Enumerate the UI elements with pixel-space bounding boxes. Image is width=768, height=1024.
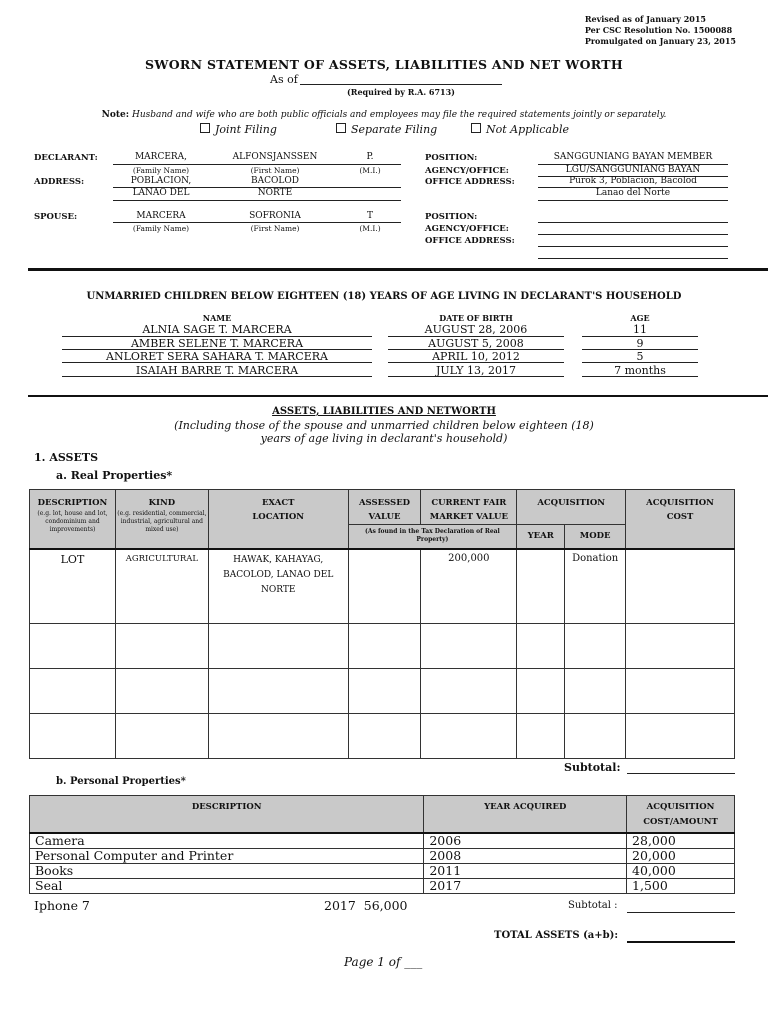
real-subtotal-field[interactable]	[627, 773, 735, 774]
header-text: VALUE	[368, 512, 401, 522]
page-title: SWORN STATEMENT OF ASSETS, LIABILITIES AND NET WORTH	[145, 57, 623, 72]
empty-cell[interactable]	[565, 714, 626, 759]
col-acquisition-cost	[626, 490, 735, 549]
divider	[113, 200, 401, 201]
child-name[interactable]: AMBER SELENE T. MARCERA	[130, 337, 304, 350]
personal-subtotal-field[interactable]	[627, 912, 735, 913]
address-line-3[interactable]: LANAO DEL	[132, 188, 190, 198]
personal-properties-table	[29, 795, 735, 894]
empty-cell[interactable]	[565, 669, 626, 714]
empty-cell[interactable]	[348, 714, 421, 759]
child-name[interactable]: ALNIA SAGE T. MARCERA	[142, 323, 292, 336]
address-line-1[interactable]: POBLACION,	[130, 176, 192, 186]
real-location-cell[interactable]: HAWAK, KAHAYAG, BACOLOD, LANAO DEL NORTE	[208, 549, 348, 624]
empty-cell[interactable]	[208, 714, 348, 759]
revision-line: Revised as of January 2015	[584, 14, 706, 24]
empty-cell[interactable]	[30, 669, 116, 714]
divider	[582, 362, 698, 363]
revision-line: Promulgated on January 23, 2015	[584, 36, 736, 46]
table-row	[30, 878, 735, 893]
header-text: ACQUISITION	[537, 498, 606, 508]
personal-cost-cell[interactable]: 28,000	[627, 833, 735, 849]
real-fmv-cell[interactable]: 200,000	[421, 549, 517, 624]
section-real-properties: a. Real Properties*	[56, 469, 173, 482]
empty-cell[interactable]	[208, 669, 348, 714]
separate-filing-label: Separate Filing	[351, 123, 438, 136]
page-number: Page 1 of ___	[344, 955, 423, 969]
col-dob: DATE OF BIRTH	[439, 313, 513, 323]
divider	[582, 376, 698, 377]
table-row	[30, 549, 735, 624]
declarant-label: DECLARANT:	[34, 153, 98, 163]
empty-cell[interactable]	[565, 624, 626, 669]
total-assets-label: TOTAL ASSETS (a+b):	[494, 930, 619, 941]
empty-cell[interactable]	[115, 669, 208, 714]
section-divider	[28, 268, 768, 271]
checkbox-icon	[471, 123, 481, 133]
col-location	[208, 490, 348, 549]
divider	[113, 222, 401, 223]
total-assets-field[interactable]	[627, 941, 735, 943]
office-address-label: OFFICE ADDRESS:	[425, 177, 515, 187]
family-name-caption: (Family Name)	[132, 224, 190, 233]
checkbox-icon	[336, 123, 346, 133]
extra-item-desc[interactable]: Iphone 7	[34, 898, 90, 913]
child-dob[interactable]: JULY 13, 2017	[435, 364, 517, 377]
as-of-field[interactable]	[300, 84, 502, 85]
header-text: ACQUISITION	[646, 498, 714, 508]
header-text: ACQUISITION	[646, 802, 715, 812]
personal-year-cell[interactable]: 2011	[424, 863, 627, 878]
divider	[113, 164, 401, 165]
position-label: POSITION:	[425, 153, 478, 163]
real-subtotal-label: Subtotal:	[564, 761, 621, 774]
spouse-office-label: OFFICE ADDRESS:	[425, 236, 515, 246]
child-age[interactable]: 7 months	[614, 364, 666, 377]
empty-cell[interactable]	[208, 624, 348, 669]
table-row	[30, 833, 735, 849]
personal-cost-cell[interactable]: 1,500	[627, 878, 735, 893]
empty-cell[interactable]	[517, 714, 565, 759]
table-row	[30, 848, 735, 863]
col-year: YEAR	[517, 525, 565, 549]
col-acquisition-cost	[627, 796, 735, 833]
assets-heading: ASSETS, LIABILITIES AND NETWORTH	[272, 406, 496, 417]
child-dob[interactable]: AUGUST 28, 2006	[424, 323, 528, 336]
real-assessed-cell[interactable]	[348, 549, 421, 624]
child-age[interactable]: 5	[636, 350, 644, 363]
header-text: COST/AMOUNT	[643, 817, 718, 827]
note-label: Note:	[101, 110, 130, 120]
extra-item-year-cost[interactable]: 2017 56,000	[324, 898, 408, 913]
address-label: ADDRESS:	[34, 177, 85, 187]
personal-year-cell[interactable]: 2008	[424, 848, 627, 863]
header-note: (e.g. residential, commercial, industrial, agricultural and mixed use)	[117, 510, 207, 533]
divider	[62, 376, 372, 377]
spouse-family-name[interactable]: MARCERA	[136, 211, 186, 221]
empty-cell[interactable]	[626, 624, 735, 669]
assets-subtitle-1: (Including those of the spouse and unmarried children below eighteen (18)	[174, 419, 594, 432]
not-applicable-label: Not Applicable	[486, 123, 570, 136]
checkbox-icon	[200, 123, 210, 133]
not-applicable-checkbox[interactable]	[471, 123, 569, 136]
real-mode-cell[interactable]: Donation	[565, 549, 626, 624]
table-row	[30, 863, 735, 878]
col-name: NAME	[202, 313, 232, 323]
empty-cell[interactable]	[115, 624, 208, 669]
filing-note	[0, 110, 768, 120]
empty-cell[interactable]	[30, 714, 116, 759]
col-assessed-value	[348, 490, 421, 525]
personal-desc-cell[interactable]: Books	[30, 863, 424, 878]
col-age: AGE	[630, 313, 650, 323]
revision-note	[585, 14, 736, 47]
children-heading: UNMARRIED CHILDREN BELOW EIGHTEEN (18) YEARS OF AGE LIVING IN DECLARANT'S HOUSEHOLD	[86, 291, 682, 302]
real-cost-cell[interactable]	[626, 549, 735, 624]
empty-cell[interactable]	[115, 714, 208, 759]
personal-desc-cell[interactable]: Seal	[30, 878, 424, 893]
section-personal-properties: b. Personal Properties*	[56, 776, 186, 787]
real-year-cell[interactable]	[517, 549, 565, 624]
position-value[interactable]: SANGGUNIANG BAYAN MEMBER	[553, 152, 713, 162]
col-year-acquired: YEAR ACQUIRED	[424, 796, 627, 833]
header-text: CURRENT FAIR	[431, 498, 507, 508]
empty-cell[interactable]	[421, 624, 517, 669]
spouse-first-name[interactable]: SOFRONIA	[249, 211, 301, 221]
col-kind	[115, 490, 208, 549]
col-description	[30, 490, 116, 549]
empty-cell[interactable]	[626, 714, 735, 759]
header-text: KIND	[148, 498, 176, 508]
address-line-2[interactable]: BACOLOD	[251, 176, 299, 186]
empty-cell[interactable]	[517, 669, 565, 714]
declarant-mi[interactable]: P.	[366, 152, 374, 162]
real-desc-cell[interactable]: LOT	[30, 549, 116, 624]
col-fair-market-value	[421, 490, 517, 525]
personal-year-cell[interactable]: 2017	[424, 878, 627, 893]
header-text: ASSESSED	[358, 498, 411, 508]
child-dob[interactable]: APRIL 10, 2012	[432, 350, 520, 363]
personal-cost-cell[interactable]: 20,000	[627, 848, 735, 863]
as-of-label: As of	[270, 73, 298, 86]
fmv-note: (As found in the Tax Declaration of Real Property)	[348, 525, 517, 549]
personal-desc-cell[interactable]: Personal Computer and Printer	[30, 848, 424, 863]
divider	[538, 200, 728, 201]
joint-filing-checkbox[interactable]	[200, 123, 277, 136]
empty-cell[interactable]	[348, 624, 421, 669]
note-text: Husband and wife who are both public officials and employees may file the required statements jointly or separately.	[131, 110, 667, 120]
agency-label: AGENCY/OFFICE:	[425, 166, 509, 176]
real-properties-table	[29, 489, 735, 759]
separate-filing-checkbox[interactable]	[336, 123, 437, 136]
family-name-caption: (Family Name)	[132, 166, 190, 175]
spouse-agency-label: AGENCY/OFFICE:	[425, 224, 509, 234]
header-text: MARKET VALUE	[429, 512, 508, 522]
col-mode: MODE	[565, 525, 626, 549]
header-text: LOCATION	[252, 512, 305, 522]
empty-cell[interactable]	[626, 669, 735, 714]
table-row	[30, 624, 735, 669]
mi-caption: (M.I.)	[359, 166, 381, 175]
divider	[388, 376, 564, 377]
col-acquisition	[517, 490, 626, 525]
section-assets: 1. ASSETS	[34, 451, 99, 464]
spouse-mi[interactable]: T	[366, 211, 373, 221]
assets-subtitle-2: years of age living in declarant's household)	[260, 432, 508, 445]
spouse-agency-field[interactable]	[538, 234, 728, 235]
spouse-position-label: POSITION:	[425, 212, 478, 222]
header-text: COST	[666, 512, 694, 522]
divider	[62, 362, 372, 363]
personal-cost-cell[interactable]: 40,000	[627, 863, 735, 878]
personal-desc-cell[interactable]: Camera	[30, 833, 424, 849]
personal-year-cell[interactable]: 2006	[424, 833, 627, 849]
child-name[interactable]: ANLORET SERA SAHARA T. MARCERA	[106, 350, 328, 363]
empty-cell[interactable]	[517, 624, 565, 669]
office-address-line-2[interactable]: Lanao del Norte	[595, 188, 671, 198]
required-note: (Required by R.A. 6713)	[347, 87, 455, 97]
declarant-family-name[interactable]: MARCERA,	[134, 152, 188, 162]
child-dob[interactable]: AUGUST 5, 2008	[428, 337, 524, 350]
col-description: DESCRIPTION	[30, 796, 424, 833]
real-kind-cell[interactable]: AGRICULTURAL	[115, 549, 208, 624]
personal-subtotal-label: Subtotal :	[568, 900, 618, 911]
table-row	[30, 669, 735, 714]
spouse-office-field-2[interactable]	[538, 258, 728, 259]
declarant-first-name[interactable]: ALFONSJANSSEN	[232, 152, 318, 162]
mi-caption: (M.I.)	[359, 224, 381, 233]
child-age[interactable]: 9	[636, 337, 644, 350]
joint-filing-label: Joint Filing	[215, 123, 277, 136]
table-row	[30, 714, 735, 759]
empty-cell[interactable]	[421, 669, 517, 714]
first-name-caption: (First Name)	[250, 224, 300, 233]
empty-cell[interactable]	[421, 714, 517, 759]
empty-cell[interactable]	[348, 669, 421, 714]
empty-cell[interactable]	[30, 624, 116, 669]
spouse-position-field[interactable]	[538, 222, 728, 223]
office-address-line-1[interactable]: Purok 3, Poblacion, Bacolod	[569, 176, 697, 186]
header-note: (e.g. lot, house and lot, condominium and improvements)	[37, 510, 108, 533]
address-line-4[interactable]: NORTE	[257, 188, 293, 198]
divider	[388, 362, 564, 363]
spouse-label: SPOUSE:	[34, 212, 78, 222]
header-text: EXACT	[261, 498, 295, 508]
child-age[interactable]: 11	[633, 323, 647, 336]
section-divider	[28, 395, 768, 397]
agency-value[interactable]: LGU/SANGGUNIANG BAYAN	[565, 165, 701, 175]
first-name-caption: (First Name)	[250, 166, 300, 175]
revision-line: Per CSC Resolution No. 1500088	[584, 25, 733, 35]
spouse-office-field[interactable]	[538, 246, 728, 247]
child-name[interactable]: ISAIAH BARRE T. MARCERA	[135, 364, 299, 377]
header-text: DESCRIPTION	[37, 498, 108, 508]
